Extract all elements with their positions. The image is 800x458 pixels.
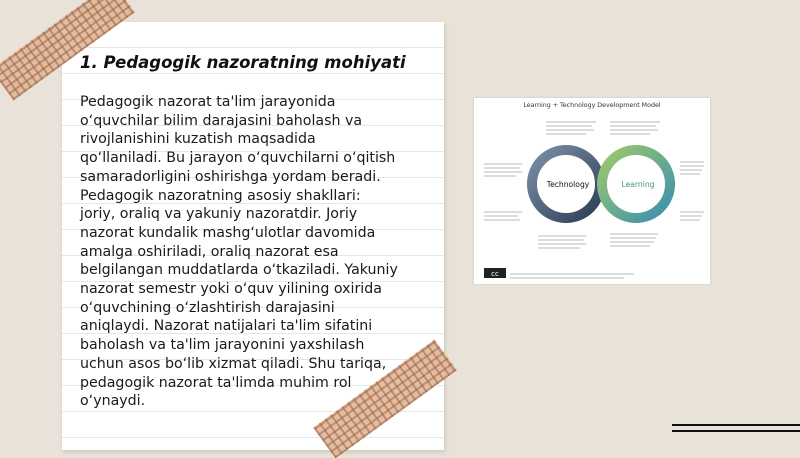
slide-title: 1. Pedagogik nazoratning mohiyati [80,53,406,72]
decorative-lines [672,424,800,436]
cc-license-label: cc [491,270,499,278]
infinity-diagram [474,98,710,284]
learning-technology-diagram-image [474,98,710,284]
slide-body-text: Pedagogik nazorat ta'lim jarayonida o‘quvchilar bilim darajasini baholash va rivojlanishini kuzatish maqsadida qo‘llaniladi. Bu jarayon o‘quvchilarni o‘qitish samaradorligini oshirishga yordam beradi. Pedagogik nazoratning asosiy shakllari: joriy, oraliq va yakuniy nazoratdir. Joriy nazorat kundalik mashg‘ulotlar davomida amalga oshiriladi, oraliq nazorat esa belgilangan muddatlarda o‘tkaziladi. Yakuniy nazorat semestr yoki o‘quv yilining oxirida o‘quvchining o‘zlashtirish darajasini aniqlaydi. Nazorat natijalari ta'lim sifatini baholash va ta'lim jarayonini yaxshilash uchun asos bo‘lib xizmat qiladi. Shu tariqa, pedagogik nazorat ta'limda muhim rol o‘ynaydi. [80,94,398,410]
technology-label: Technology [546,180,590,189]
figure-title: Learning + Technology Development Model [523,102,661,109]
learning-label: Learning [621,180,655,189]
